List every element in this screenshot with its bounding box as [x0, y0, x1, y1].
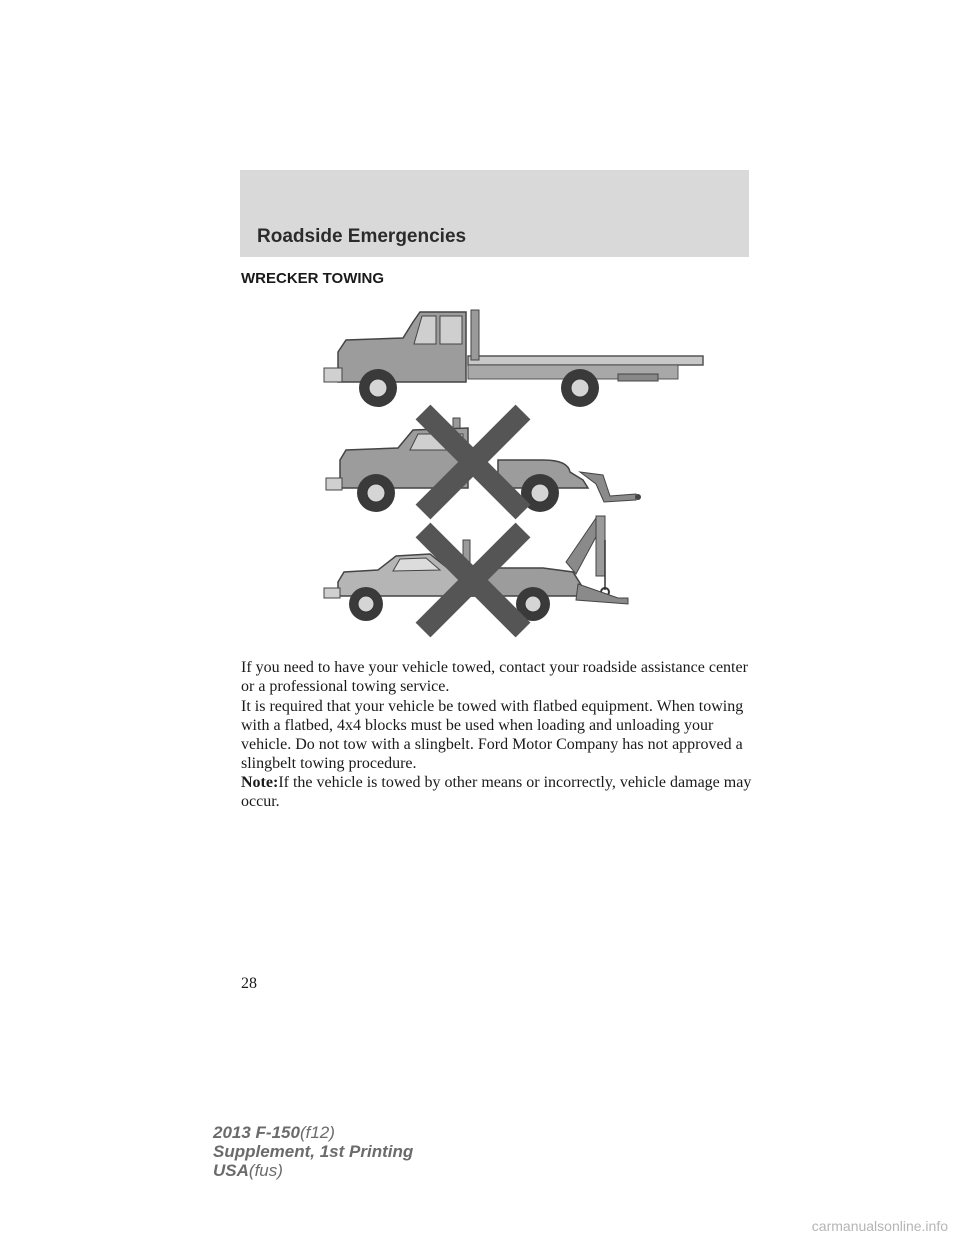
footer-line-region: USA(fus): [213, 1161, 283, 1180]
towing-illustration: [318, 300, 718, 645]
flatbed-truck: [324, 310, 703, 407]
note-text: If the vehicle is towed by other means or incorrectly, vehicle damage may occur.: [241, 774, 752, 810]
subsection-heading: WRECKER TOWING: [241, 270, 385, 287]
footer-line-model: 2013 F-150(f12): [213, 1123, 335, 1142]
section-title: Roadside Emergencies: [257, 226, 467, 247]
paragraph-flatbed-requirement: It is required that your vehicle be towed with flatbed equipment. When towing with a flatbed, 4x4 blocks must be used when loading and unloading your vehicle. Do not tow with a slingbelt. Ford Motor Company has not approved a slingbelt towing procedure.: [241, 698, 744, 772]
note-label: Note:: [241, 774, 279, 791]
paragraph-contact-assistance: If you need to have your vehicle towed, contact your roadside assistance center or a professional towing service.: [241, 659, 748, 695]
watermark: carmanualsonline.info: [811, 1218, 948, 1234]
footer-printing-info: [213, 1123, 413, 1180]
page-number: 28: [241, 975, 257, 992]
note-paragraph: [241, 773, 761, 811]
footer-line-supplement: Supplement, 1st Printing: [213, 1142, 414, 1161]
